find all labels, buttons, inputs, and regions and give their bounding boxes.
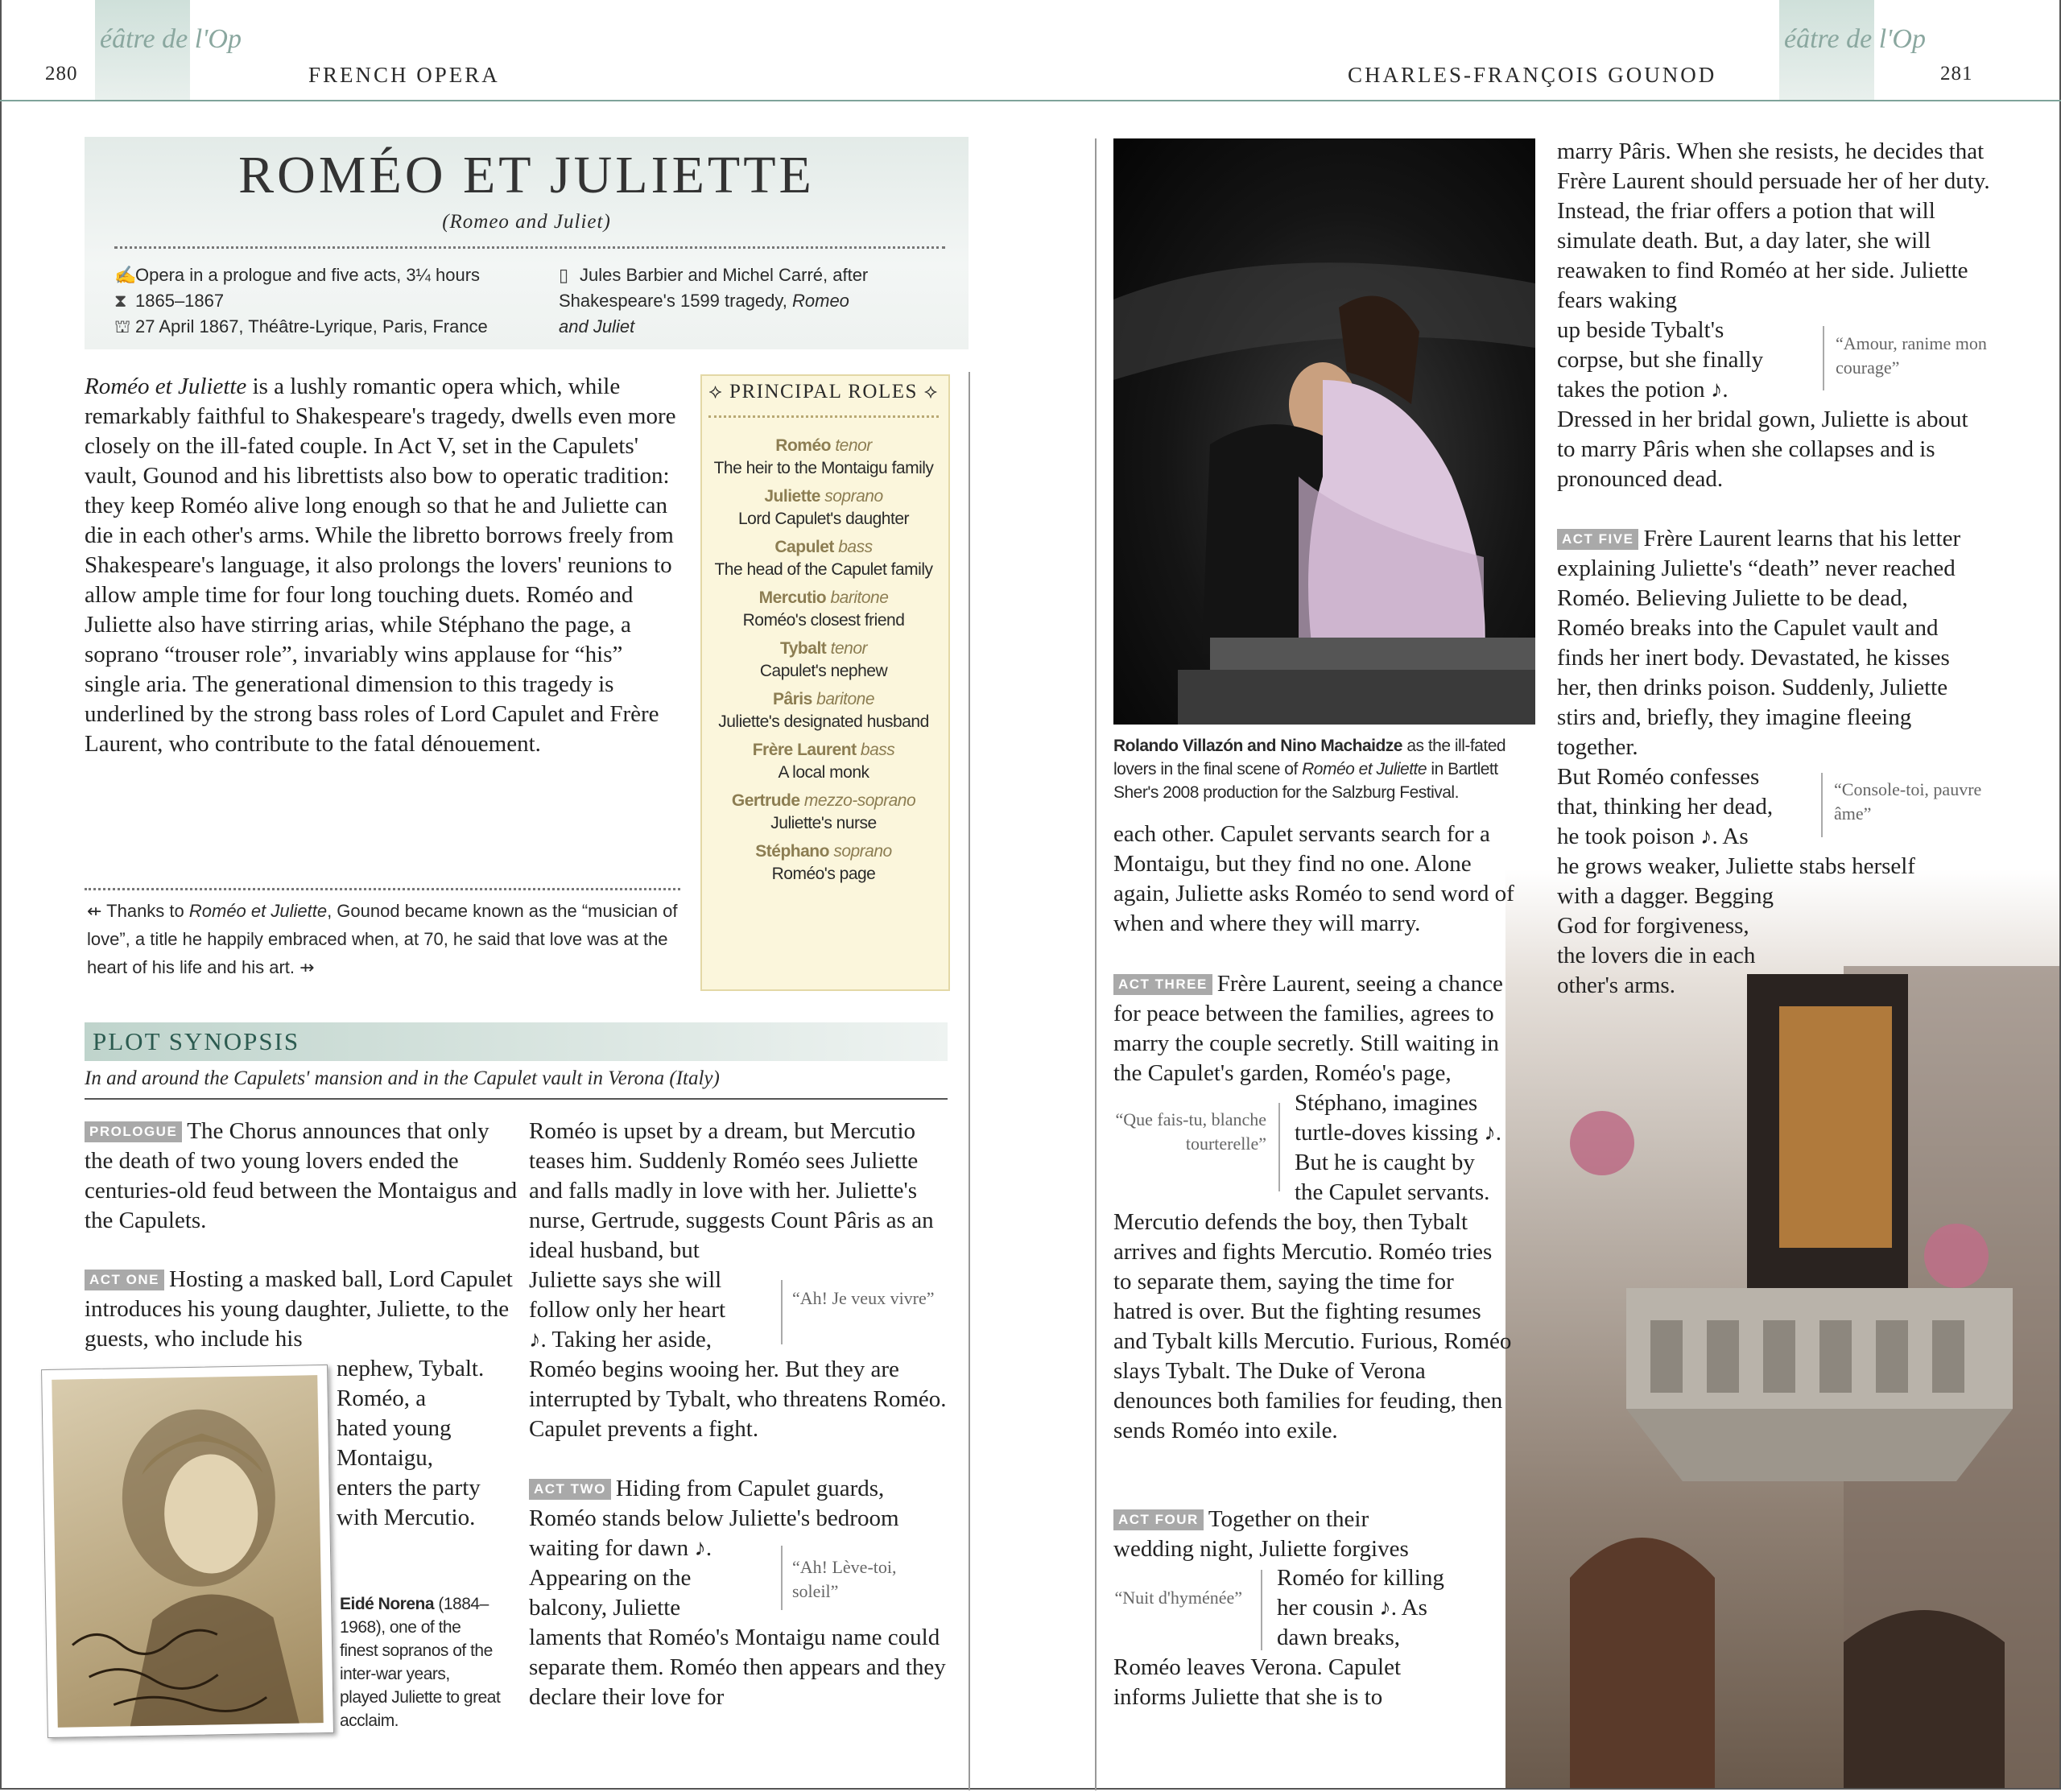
col2-after: Roméo begins wooing her. But they are interrupted by Tybalt, who threatens Roméo. Capulet prevents a fight. bbox=[529, 1356, 947, 1442]
eide-norena-portrait bbox=[41, 1365, 334, 1738]
prologue-tag: PROLOGUE bbox=[85, 1121, 182, 1142]
role-description: The head of the Capulet family bbox=[714, 560, 933, 579]
act-four-wrap: Roméo for killing her cousin ♪. As dawn breaks, bbox=[1277, 1565, 1444, 1650]
role-entry bbox=[700, 638, 947, 683]
ornament-right-icon: ⟡ bbox=[917, 381, 939, 403]
act-three-after: Mercutio defends the boy, then Tybalt arrives and fights Mercutio. Roméo tries to separate them, saying the time for hatred is over. But the fighting resumes and Tybalt kills Mercutio. Furious, Roméo slays Tybalt. The Duke of Verona denounces both families for feuding, then sends Roméo into exile. bbox=[1113, 1209, 1512, 1443]
role-description: The heir to the Montaigu family bbox=[713, 459, 934, 477]
role-description: Capulet's nephew bbox=[759, 662, 888, 680]
aria-quote-console: “Console-toi, pauvre âme” bbox=[1834, 779, 1982, 824]
quote-bar bbox=[1823, 326, 1824, 390]
thumb-tab-left[interactable]: éâtre de l'Op bbox=[95, 0, 190, 100]
juliet-balcony-photo bbox=[1505, 869, 2059, 1788]
role-voice: tenor bbox=[830, 639, 867, 658]
act-two-paragraph: ACT TWO Hiding from Capulet guards, Roméo stands below Juliette's bedroom bbox=[529, 1476, 899, 1531]
role-name: Capulet bbox=[774, 538, 834, 556]
role-description: Roméo's page bbox=[771, 865, 876, 883]
gounod-note: ⇷ Thanks to Roméo et Juliette, Gounod became known as the “musician of love”, a title he happily embraced when, at 70, he said that love was at the heart of his life and his art. ⇸ bbox=[87, 901, 678, 977]
act-one-paragraph: ACT ONE Hosting a masked ball, Lord Capulet introduces his young daughter, Juliette, to the guests, who include his bbox=[85, 1266, 513, 1352]
act-five-wrap: But Roméo confesses that, thinking her dead, he took poison ♪. As bbox=[1557, 764, 1774, 849]
role-voice: tenor bbox=[835, 436, 872, 455]
portrait-image bbox=[52, 1375, 323, 1728]
role-description: Juliette's designated husband bbox=[718, 712, 929, 731]
note-dotted-rule bbox=[85, 888, 680, 890]
left-page-right-rule bbox=[969, 372, 970, 1790]
role-name: Gertrude bbox=[731, 791, 800, 810]
header-rule bbox=[0, 100, 2061, 101]
act-two-after: laments that Roméo's Montaigu name could separate them. Roméo then appears and they declare their love for bbox=[529, 1625, 946, 1710]
act-five-tag: ACT FIVE bbox=[1557, 529, 1638, 550]
role-name: Roméo bbox=[775, 436, 831, 455]
act-three-paragraph: ACT THREE Frère Laurent, seeing a chance for peace between the families, agrees to marry the couple secretly. Still waiting in the Capulet's garden, Roméo's page, bbox=[1113, 971, 1503, 1086]
quote-bar bbox=[1821, 773, 1823, 837]
aria-icon: ♪ bbox=[1379, 1595, 1391, 1621]
theatre-icon: ⛫ bbox=[114, 316, 131, 337]
note-close-icon: ⇸ bbox=[299, 957, 315, 977]
right-running-head: CHARLES-FRANÇOIS GOUNOD bbox=[1348, 63, 1717, 87]
right-page-number: 281 bbox=[1940, 63, 1973, 85]
col2-wrap: Juliette says she will follow only her heart ♪. Taking her aside, bbox=[529, 1267, 726, 1352]
aria-icon: ♪ bbox=[529, 1327, 541, 1352]
aria-quote-nuit: “Nuit d'hyménée” bbox=[1114, 1588, 1242, 1608]
page-border-left bbox=[0, 0, 2, 1790]
role-entry bbox=[700, 485, 947, 531]
note-open-icon: ⇷ bbox=[87, 901, 102, 921]
prologue-paragraph: PROLOGUE The Chorus announces that only the death of two young lovers ended the centuries-old feud between the Montaigus and the Capulets. bbox=[85, 1118, 518, 1233]
role-voice: mezzo-soprano bbox=[803, 791, 916, 810]
quote-bar bbox=[781, 1280, 783, 1344]
col4-wrap: up beside Tybalt's corpse, but she finally takes the potion ♪. bbox=[1557, 317, 1764, 403]
synopsis-rule bbox=[85, 1098, 948, 1100]
role-entry bbox=[700, 587, 947, 632]
act-five-paragraph: ACT FIVE Frère Laurent learns that his letter explaining Juliette's “death” never reached Roméo. Believing Juliette to be dead, Roméo breaks into the Capulet vault and finds her inert body. Devastated, he kisses her, then drinks poison. Suddenly, Juliette stirs and, briefly, they imagine fleeing together. bbox=[1557, 526, 1961, 760]
act-three-tag: ACT THREE bbox=[1113, 974, 1212, 995]
quote-bar bbox=[781, 1546, 783, 1610]
act-three-wrap: Stéphano, imagines turtle-doves kissing ♪. But he is caught by the Capulet servants. bbox=[1295, 1090, 1501, 1205]
hourglass-icon: ⧗ bbox=[114, 291, 127, 311]
ornament-left-icon: ⟡ bbox=[708, 381, 730, 403]
thumb-tab-right[interactable]: éâtre de l'Op bbox=[1779, 0, 1874, 100]
aria-icon: ♪ bbox=[1700, 824, 1712, 849]
stage-photo-image bbox=[1113, 138, 1535, 725]
right-page-left-rule bbox=[1095, 138, 1097, 1790]
col4-top: marry Pâris. When she resists, he decides that Frère Laurent should persuade her of her duty. Instead, the friar offers a potion that will simulate death. But, a day later, she will reawaken to find Roméo at her side. Juliette fears waking bbox=[1557, 138, 1990, 313]
pen-icon: ✍ bbox=[114, 265, 137, 285]
aria-icon: ♪ bbox=[694, 1535, 706, 1561]
balcony-image bbox=[1505, 869, 2059, 1788]
aria-icon: ♪ bbox=[1710, 377, 1723, 403]
role-voice: baritone bbox=[830, 588, 889, 607]
role-name: Frère Laurent bbox=[752, 741, 857, 759]
col3-top: each other. Capulet servants search for a Montaigu, but they find no one. Alone again, Juliette asks Roméo to send word of when and where they will marry. bbox=[1113, 821, 1514, 936]
role-entry bbox=[700, 688, 947, 733]
role-voice: soprano bbox=[824, 487, 883, 506]
aria-quote-veux: “Ah! Je veux vivre” bbox=[792, 1288, 935, 1308]
synopsis-heading: PLOT SYNOPSIS bbox=[93, 1027, 300, 1055]
col2-top: Roméo is upset by a dream, but Mercutio teases him. Suddenly Roméo sees Juliette and falls madly in love with her. Juliette's nurse, Gertrude, suggests Count Pâris as an ideal husband, but bbox=[529, 1118, 934, 1263]
villazon-machaidze-photo bbox=[1113, 138, 1535, 725]
act-five-after: he grows weaker, Juliette stabs herself with a dagger. Begging God for forgiveness, the lovers die in each other's arms. bbox=[1557, 853, 1915, 998]
col4-after: Dressed in her bridal gown, Juliette is about to marry Pâris when she collapses and is pronounced dead. bbox=[1557, 407, 1968, 492]
role-description: Lord Capulet's daughter bbox=[738, 510, 909, 528]
roles-dotted-rule bbox=[708, 415, 939, 418]
aria-icon: ♪ bbox=[1484, 1120, 1496, 1146]
intro-paragraph: Roméo et Juliette is a lushly romantic opera which, while remarkably faithful to Shakespeare's tragedy, dwells even more closely on the ill-fated couple. In Act V, set in the Capulets' vault, Gounod and his librettists also bow to operatic tradition: they keep Roméo alive long enough so that he and Juliette can die in each other's arms. While the libretto borrows freely from Shakespeare's language, it also prolongs the lovers' reunions to allow ample time for four long touching duets. Roméo and Juliette also have stirring arias, while Stéphano the page, a soprano “trouser role”, invariably wins applause for “his” single aria. The generational dimension to this tragedy is underlined by the strong bass roles of Lord Capulet and Frère Laurent, who contribute to the fatal dénouement. bbox=[85, 374, 676, 757]
role-entry bbox=[700, 739, 947, 784]
role-voice: bass bbox=[860, 741, 895, 759]
role-entry bbox=[700, 840, 947, 886]
role-voice: bass bbox=[838, 538, 873, 556]
act-one-wrap: nephew, Tybalt. Roméo, a hated young Montaigu, enters the party with Mercutio. bbox=[337, 1356, 485, 1530]
role-entry bbox=[700, 536, 947, 581]
role-voice: baritone bbox=[816, 690, 875, 708]
role-description: A local monk bbox=[778, 763, 869, 782]
act-two-tag: ACT TWO bbox=[529, 1479, 611, 1500]
left-page-number: 280 bbox=[45, 63, 78, 85]
title-dotted-rule bbox=[114, 246, 945, 249]
role-name: Pâris bbox=[772, 690, 812, 708]
role-name: Mercutio bbox=[758, 588, 827, 607]
act-four-tag: ACT FOUR bbox=[1113, 1509, 1204, 1530]
page-border-bottom bbox=[0, 1788, 2061, 1790]
opera-subtitle: (Romeo and Juliet) bbox=[442, 211, 611, 233]
aria-quote-amour: “Amour, ranime mon courage” bbox=[1836, 333, 1987, 378]
aria-quote-que: “Que fais-tu, blanche tourterelle” bbox=[1115, 1109, 1266, 1154]
role-name: Juliette bbox=[764, 487, 820, 506]
role-entry bbox=[700, 790, 947, 835]
left-running-head: FRENCH OPERA bbox=[308, 63, 500, 87]
synopsis-setting: In and around the Capulets' mansion and in the Capulet vault in Verona (Italy) bbox=[85, 1067, 720, 1089]
opera-facts-libretto: ▯ Jules Barbier and Michel Carré, after Shakespeare's 1599 tragedy, Romeo and Juliet bbox=[559, 262, 929, 340]
role-description: Roméo's closest friend bbox=[742, 611, 905, 630]
role-description: Juliette's nurse bbox=[770, 814, 877, 832]
opera-title: ROMÉO ET JULIETTE bbox=[238, 146, 815, 204]
principal-roles-list bbox=[700, 435, 947, 891]
act-one-tag: ACT ONE bbox=[85, 1270, 164, 1290]
book-icon: ▯ bbox=[559, 265, 569, 285]
principal-roles-heading: ⟡ PRINCIPAL ROLES ⟡ bbox=[708, 381, 939, 403]
photo-caption: Rolando Villazón and Nino Machaidze as the ill-fated lovers in the final scene of Roméo et Juliette in Bartlett Sher's 2008 production for the Salzburg Festival. bbox=[1113, 737, 1506, 802]
aria-quote-leve: “Ah! Lève-toi, soleil” bbox=[792, 1557, 897, 1601]
role-name: Stéphano bbox=[755, 842, 829, 861]
act-two-wrap: waiting for dawn ♪. Appearing on the balcony, Juliette bbox=[529, 1535, 712, 1621]
opera-facts-left: ✍Opera in a prologue and five acts, 3¼ hours ⧗ 1865–1867 ⛫ 27 April 1867, Théâtre-Lyrique, Paris, France bbox=[114, 262, 565, 340]
act-four-paragraph: ACT FOUR Together on their wedding night, Juliette forgives bbox=[1113, 1506, 1409, 1562]
role-name: Tybalt bbox=[779, 639, 827, 658]
quote-bar bbox=[1278, 1103, 1280, 1191]
role-voice: soprano bbox=[833, 842, 892, 861]
act-four-after: Roméo leaves Verona. Capulet informs Juliette that she is to bbox=[1113, 1654, 1402, 1710]
quote-bar bbox=[1261, 1570, 1262, 1650]
role-entry bbox=[700, 435, 947, 480]
portrait-caption: Eidé Norena (1884–1968), one of the finest sopranos of the inter-war years, played Juliette to great acclaim. bbox=[340, 1595, 501, 1730]
